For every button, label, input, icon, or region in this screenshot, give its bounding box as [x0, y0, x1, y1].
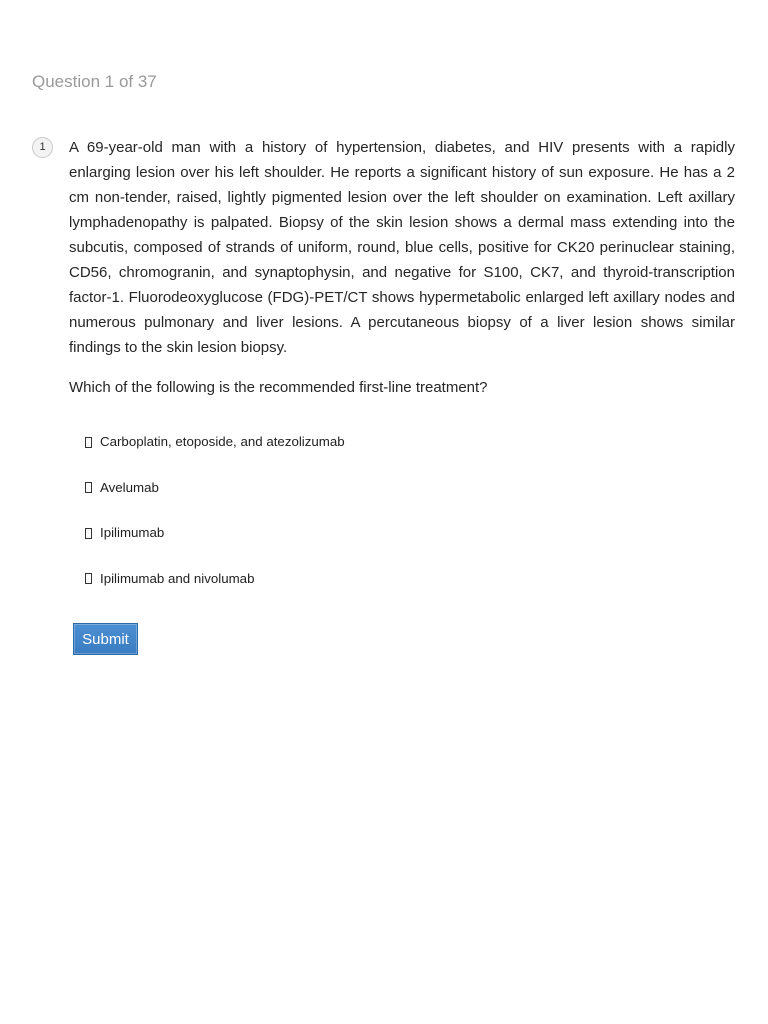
answer-option[interactable]	[85, 433, 345, 451]
checkbox-icon[interactable]	[85, 437, 92, 448]
question-number-badge: 1	[32, 137, 53, 158]
answer-option-label[interactable]: Carboplatin, etoposide, and atezolizumab	[100, 434, 345, 449]
answer-option-label[interactable]: Avelumab	[100, 479, 159, 495]
question-prompt: Which of the following is the recommended first-line treatment?	[69, 379, 488, 396]
answer-option[interactable]	[85, 479, 345, 497]
question-stem: A 69-year-old man with a history of hypertension, diabetes, and HIV presents with a rapidly enlarging lesion over his left shoulder. He reports a significant history of sun exposure. He has a 2 cm non-tender, raised, lightly pigmented lesion over the left shoulder on examination. Left axillary lymphadenopathy is palpated. Biopsy of the skin lesion shows a dermal mass extending into the subcutis, composed of strands of uniform, round, blue cells, positive for CK20 perinuclear staining, CD56, chromogranin, and synaptophysin, and negative for S100, CK7, and thyroid-transcription factor-1. Fluorodeoxyglucose (FDG)-PET/CT shows hypermetabolic enlarged left axillary nodes and numerous pulmonary and liver lesions. A percutaneous biopsy of a liver lesion shows similar findings to the skin lesion biopsy.	[69, 139, 735, 356]
answer-option[interactable]	[85, 570, 345, 588]
checkbox-icon[interactable]	[85, 482, 92, 493]
answer-option-label[interactable]: Ipilimumab	[100, 525, 165, 541]
checkbox-icon[interactable]	[85, 528, 92, 539]
submit-button[interactable]: Submit	[73, 623, 138, 655]
answer-options-list	[85, 433, 345, 615]
answer-option-label[interactable]: Ipilimumab and nivolumab	[100, 570, 255, 586]
answer-option[interactable]	[85, 524, 345, 542]
checkbox-icon[interactable]	[85, 573, 92, 584]
question-progress: Question 1 of 37	[32, 72, 157, 91]
